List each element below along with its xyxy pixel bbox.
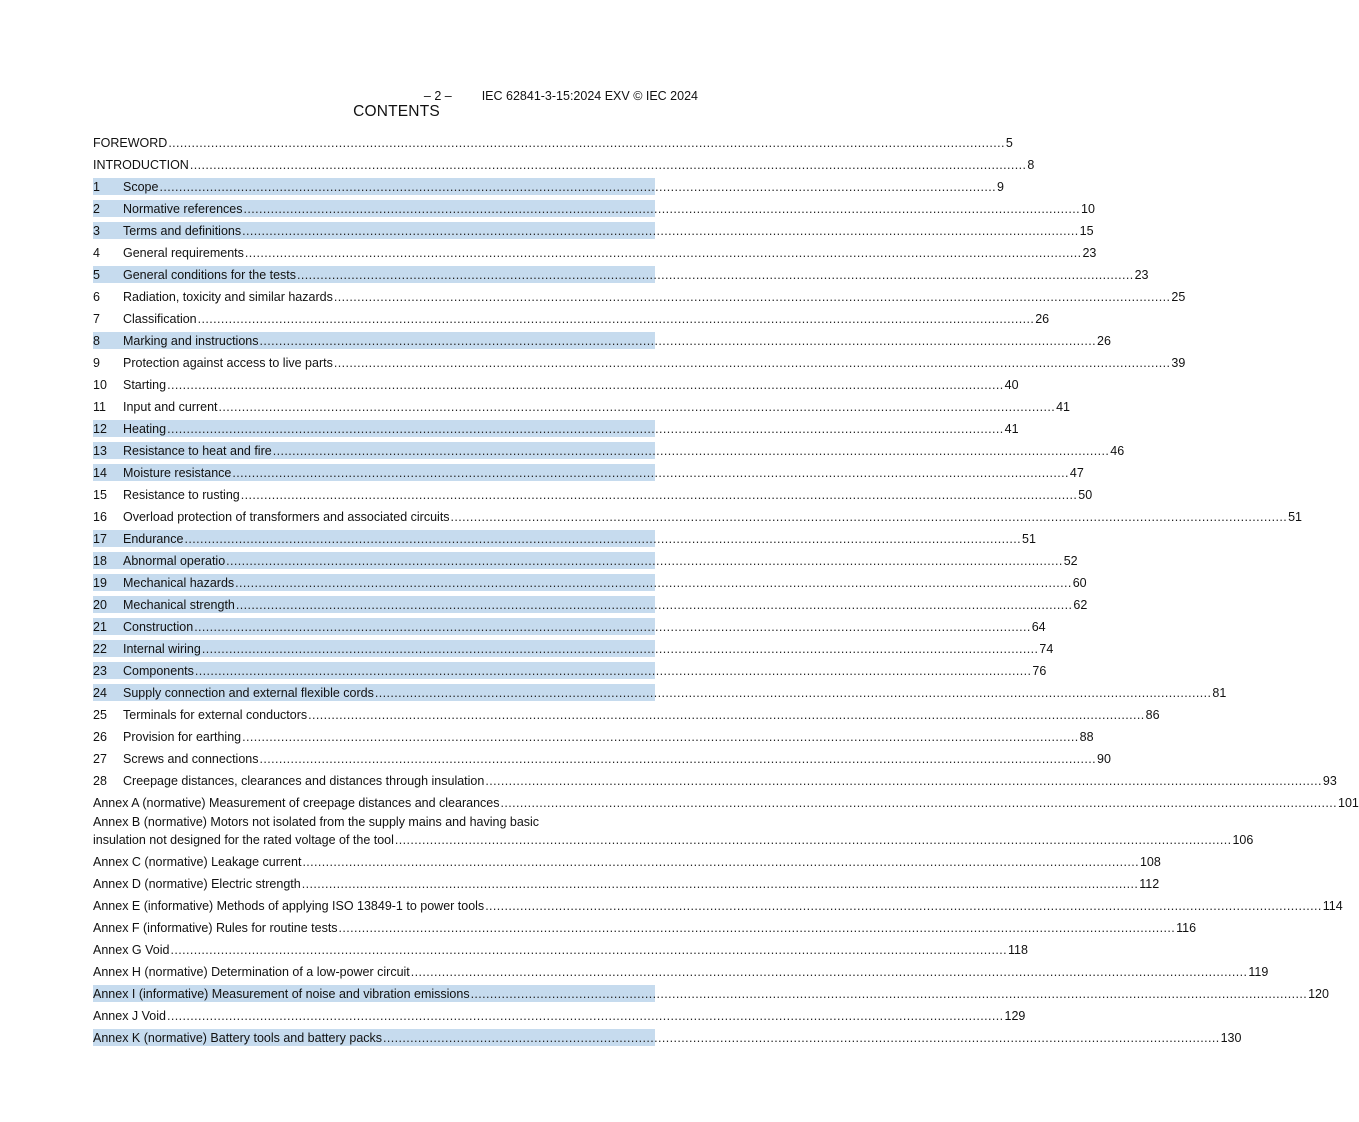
toc-entry-page: 119 [1248, 965, 1269, 979]
toc-entry-number: 18 [93, 554, 107, 568]
toc-entry-number: 21 [93, 620, 107, 634]
toc-entry-label-continuation: insulation not designed for the rated voltage of the tool [93, 833, 394, 847]
toc-entry[interactable] [93, 983, 1329, 1005]
toc-entry-page: 26 [1035, 312, 1050, 326]
toc-entry-page: 130 [1220, 1031, 1242, 1045]
toc-entry-label: Provision for earthing [123, 730, 242, 744]
toc-entry-number: 27 [93, 752, 107, 766]
dot-leader: ........................................................................................................................................................................................................................ [167, 422, 1004, 436]
toc-entry-page: 47 [1069, 466, 1084, 480]
toc-entry-number: 13 [93, 444, 107, 458]
toc-entry-page: 114 [1322, 899, 1343, 913]
toc-entry[interactable] [93, 286, 1186, 308]
dot-leader: ........................................................................................................................................................................................................................ [302, 855, 1139, 869]
toc-entry-label: Endurance [123, 532, 184, 546]
toc-entry-page: 62 [1073, 598, 1088, 612]
toc-entry[interactable] [93, 198, 1095, 220]
toc-entry-label: Scope [123, 180, 159, 194]
dot-leader: ........................................................................................................................................................................................................................ [235, 598, 1073, 612]
dot-leader: ........................................................................................................................................................................................................................ [308, 708, 1145, 722]
toc-entry-label: Annex G Void [93, 943, 170, 957]
toc-entry-label: Annex A (normative) Measurement of creepage distances and clearances [93, 796, 500, 810]
toc-entry-page: 108 [1139, 855, 1161, 869]
toc-entry[interactable] [93, 440, 1125, 462]
toc-entry-page: 90 [1097, 752, 1111, 766]
toc-entry-number: 3 [93, 224, 100, 238]
toc-entry-page: 129 [1004, 1009, 1026, 1023]
dot-leader: ........................................................................................................................................................................................................................ [201, 642, 1039, 656]
toc-entry-label: Annex I (informative) Measurement of noise and vibration emissions [93, 987, 470, 1001]
toc-entry-label: Input and current [123, 400, 218, 414]
toc-entry[interactable] [93, 748, 1111, 770]
toc-entry[interactable] [93, 220, 1094, 242]
toc-entry[interactable] [93, 462, 1084, 484]
dot-leader: ........................................................................................................................................................................................................................ [244, 246, 1082, 260]
toc-entry-number: 4 [93, 246, 100, 260]
toc-entry[interactable] [93, 484, 1093, 506]
toc-entry-page: 93 [1322, 774, 1337, 788]
dot-leader: ........................................................................................................................................................................................................................ [333, 290, 1171, 304]
dot-leader: ........................................................................................................................................................................................................................ [232, 466, 1069, 480]
toc-entry-label: Components [123, 664, 194, 678]
toc-entry-page: 64 [1031, 620, 1046, 634]
toc-entry-label: FOREWORD [93, 136, 168, 150]
toc-entry-number: 22 [93, 642, 107, 656]
toc-entry-number: 11 [93, 400, 106, 414]
header-document-reference: IEC 62841-3-15:2024 EXV © IEC 2024 [481, 89, 698, 103]
toc-entry-page: 41 [1004, 422, 1019, 436]
toc-entry-label: Overload protection of transformers and associated circuits [123, 510, 450, 524]
toc-entry-number: 1 [93, 180, 100, 194]
toc-entry-label: Annex C (normative) Leakage current [93, 855, 302, 869]
toc-entry-page: 46 [1110, 444, 1125, 458]
toc-entry-number: 17 [93, 532, 107, 546]
toc-entry-page: 88 [1079, 730, 1094, 744]
toc-entry[interactable] [93, 704, 1160, 726]
dot-leader: ........................................................................................................................................................................................................................ [235, 576, 1072, 590]
toc-entry[interactable] [93, 242, 1097, 264]
toc-entry[interactable] [93, 660, 1047, 682]
toc-entry[interactable] [93, 330, 1111, 352]
toc-entry-page: 50 [1078, 488, 1093, 502]
toc-entry-page: 112 [1139, 877, 1160, 891]
toc-entry-number: 16 [93, 510, 107, 524]
toc-entry-label: Annex K (normative) Battery tools and battery packs [93, 1031, 383, 1045]
toc-entry-label: Annex H (normative) Determination of a low-power circuit [93, 965, 410, 979]
dot-leader: ........................................................................................................................................................................................................................ [166, 1009, 1004, 1023]
toc-entry[interactable] [93, 176, 1004, 198]
dot-leader: ........................................................................................................................................................................................................................ [338, 921, 1176, 935]
dot-leader: ........................................................................................................................................................................................................................ [394, 833, 1232, 847]
toc-entry-label: Annex D (normative) Electric strength [93, 877, 301, 891]
toc-entry-page: 40 [1004, 378, 1019, 392]
toc-entry-number: 26 [93, 730, 107, 744]
dot-leader: ........................................................................................................................................................................................................................ [301, 877, 1139, 891]
toc-entry-page: 39 [1171, 356, 1186, 370]
toc-entry[interactable] [93, 1027, 1242, 1049]
toc-entry-label: General conditions for the tests [123, 268, 297, 282]
toc-entry-page: 60 [1072, 576, 1087, 590]
toc-entry-label: Supply connection and external flexible cords [123, 686, 374, 700]
page-title: CONTENTS [353, 103, 440, 120]
toc-entry-number: 20 [93, 598, 107, 612]
toc-entry[interactable] [93, 616, 1046, 638]
dot-leader: ........................................................................................................................................................................................................................ [168, 136, 1005, 150]
dot-leader: ........................................................................................................................................................................................................................ [242, 730, 1079, 744]
dot-leader: ........................................................................................................................................................................................................................ [184, 532, 1022, 546]
toc-entry-label: Mechanical strength [123, 598, 235, 612]
dot-leader: ........................................................................................................................................................................................................................ [383, 1031, 1220, 1045]
toc-entry-page: 120 [1308, 987, 1329, 1001]
toc-entry-number: 28 [93, 774, 107, 788]
dot-leader: ........................................................................................................................................................................................................................ [242, 224, 1079, 238]
toc-entry-label: Classification [123, 312, 197, 326]
toc-entry-label: Normative references [123, 202, 243, 216]
toc-entry-number: 14 [93, 466, 107, 480]
dot-leader: ........................................................................................................................................................................................................................ [259, 752, 1097, 766]
toc-entry-label: Creepage distances, clearances and distances through insulation [123, 774, 485, 788]
toc-entry-label: Internal wiring [123, 642, 201, 656]
toc-entry[interactable] [93, 308, 1050, 330]
toc-entry-page: 41 [1056, 400, 1070, 414]
dot-leader: ........................................................................................................................................................................................................................ [218, 400, 1056, 414]
toc-entry-label: General requirements [123, 246, 244, 260]
toc-entry-page: 81 [1212, 686, 1227, 700]
dot-leader: ........................................................................................................................................................................................................................ [272, 444, 1110, 458]
toc-entry-label: Radiation, toxicity and similar hazards [123, 290, 333, 304]
toc-entry-page: 51 [1022, 532, 1036, 546]
toc-entry-page: 10 [1081, 202, 1095, 216]
dot-leader: ........................................................................................................................................................................................................................ [333, 356, 1171, 370]
toc-entry-label: Heating [123, 422, 167, 436]
toc-entry-page: 86 [1145, 708, 1160, 722]
toc-entry-page: 101 [1338, 796, 1359, 810]
toc-entry-page: 9 [997, 180, 1004, 194]
dot-leader: ........................................................................................................................................................................................................................ [374, 686, 1212, 700]
dot-leader: ........................................................................................................................................................................................................................ [194, 664, 1032, 678]
dot-leader: ........................................................................................................................................................................................................................ [226, 554, 1063, 568]
toc-entry-label: Annex F (informative) Rules for routine tests [93, 921, 338, 935]
toc-entry-page: 26 [1097, 334, 1111, 348]
toc-entry[interactable] [93, 770, 1337, 792]
page-header [417, 75, 698, 103]
toc-entry[interactable] [93, 154, 1035, 176]
toc-entry-page: 106 [1232, 833, 1254, 847]
toc-entry[interactable] [93, 1005, 1026, 1027]
dot-leader: ........................................................................................................................................................................................................................ [485, 774, 1322, 788]
dot-leader: ........................................................................................................................................................................................................................ [194, 620, 1031, 634]
toc-entry[interactable] [93, 506, 1302, 528]
toc-entry-number: 9 [93, 356, 100, 370]
toc-entry[interactable] [93, 814, 1254, 851]
toc-entry-page: 51 [1288, 510, 1302, 524]
toc-entry-label: Moisture resistance [123, 466, 232, 480]
toc-entry-label: Construction [123, 620, 194, 634]
toc-entry[interactable] [93, 418, 1019, 440]
toc-entry-number: 25 [93, 708, 107, 722]
toc-entry-number: 12 [93, 422, 107, 436]
toc-entry[interactable] [93, 682, 1227, 704]
toc-entry[interactable] [93, 873, 1160, 895]
toc-entry[interactable] [93, 528, 1036, 550]
toc-entry-label: Terminals for external conductors [123, 708, 308, 722]
toc-entry[interactable] [93, 726, 1094, 748]
toc-entry-label: Annex E (informative) Methods of applying ISO 13849-1 to power tools [93, 899, 485, 913]
dot-leader: ........................................................................................................................................................................................................................ [170, 943, 1007, 957]
toc-entry-label: Annex J Void [93, 1009, 166, 1023]
toc-entry-page: 52 [1063, 554, 1078, 568]
toc-entry[interactable] [93, 132, 1013, 154]
toc-entry[interactable] [93, 550, 1078, 572]
toc-entry-page: 76 [1032, 664, 1047, 678]
toc-entry-label: Screws and connections [123, 752, 259, 766]
toc-entry-label: Annex B (normative) Motors not isolated from the supply mains and having basic [93, 815, 540, 829]
toc-entry-page: 118 [1008, 943, 1028, 957]
toc-entry-number: 8 [93, 334, 100, 348]
dot-leader: ........................................................................................................................................................................................................................ [189, 158, 1027, 172]
toc-entry-page: 23 [1134, 268, 1149, 282]
toc-entry[interactable] [93, 264, 1149, 286]
toc-entry-page: 5 [1005, 136, 1013, 150]
toc-entry-number: 23 [93, 664, 107, 678]
toc-entry[interactable] [93, 917, 1197, 939]
toc-entry-number: 10 [93, 378, 107, 392]
dot-leader: ........................................................................................................................................................................................................................ [240, 488, 1078, 502]
toc-entry-label: Starting [123, 378, 167, 392]
toc-entry-label: Resistance to rusting [123, 488, 240, 502]
dot-leader: ........................................................................................................................................................................................................................ [243, 202, 1081, 216]
toc-entry[interactable] [93, 792, 1359, 814]
toc-entry-number: 2 [93, 202, 100, 216]
toc-entry-page: 23 [1082, 246, 1097, 260]
toc-entry-number: 5 [93, 268, 100, 282]
toc-entry[interactable] [93, 594, 1088, 616]
toc-entry[interactable] [93, 352, 1186, 374]
toc-entry-page: 116 [1176, 921, 1197, 935]
toc-entry-label: Marking and instructions [123, 334, 259, 348]
toc-entry-number: 7 [93, 312, 100, 326]
toc-entry-number: 24 [93, 686, 107, 700]
toc-entry-page: 8 [1027, 158, 1035, 172]
table-of-contents [93, 132, 1359, 1049]
toc-entry-label: Protection against access to live parts [123, 356, 333, 370]
dot-leader: ........................................................................................................................................................................................................................ [500, 796, 1338, 810]
toc-entry-label: INTRODUCTION [93, 158, 189, 172]
toc-entry[interactable] [93, 961, 1269, 983]
dot-leader: ........................................................................................................................................................................................................................ [159, 180, 996, 194]
toc-entry[interactable] [93, 396, 1070, 418]
dot-leader: ........................................................................................................................................................................................................................ [470, 987, 1308, 1001]
toc-entry-label: Mechanical hazards [123, 576, 235, 590]
toc-entry-page: 25 [1171, 290, 1186, 304]
toc-entry-page: 74 [1039, 642, 1054, 656]
toc-entry[interactable] [93, 895, 1343, 917]
toc-entry-number: 6 [93, 290, 100, 304]
toc-entry[interactable] [93, 374, 1019, 396]
dot-leader: ........................................................................................................................................................................................................................ [485, 899, 1322, 913]
dot-leader: ........................................................................................................................................................................................................................ [259, 334, 1097, 348]
toc-entry-number: 15 [93, 488, 107, 502]
dot-leader: ........................................................................................................................................................................................................................ [297, 268, 1134, 282]
dot-leader: ........................................................................................................................................................................................................................ [410, 965, 1248, 979]
toc-entry-label: Abnormal operatio [123, 554, 226, 568]
toc-entry[interactable] [93, 638, 1054, 660]
toc-entry[interactable] [93, 572, 1087, 594]
toc-entry-page: 15 [1079, 224, 1094, 238]
dot-leader: ........................................................................................................................................................................................................................ [450, 510, 1288, 524]
dot-leader: ........................................................................................................................................................................................................................ [197, 312, 1035, 326]
header-page-number: – 2 – [423, 89, 452, 103]
toc-entry-label: Resistance to heat and fire [123, 444, 272, 458]
toc-entry[interactable] [93, 851, 1161, 873]
toc-entry[interactable] [93, 939, 1028, 961]
dot-leader: ........................................................................................................................................................................................................................ [167, 378, 1004, 392]
toc-entry-number: 19 [93, 576, 107, 590]
toc-entry-label: Terms and definitions [123, 224, 242, 238]
